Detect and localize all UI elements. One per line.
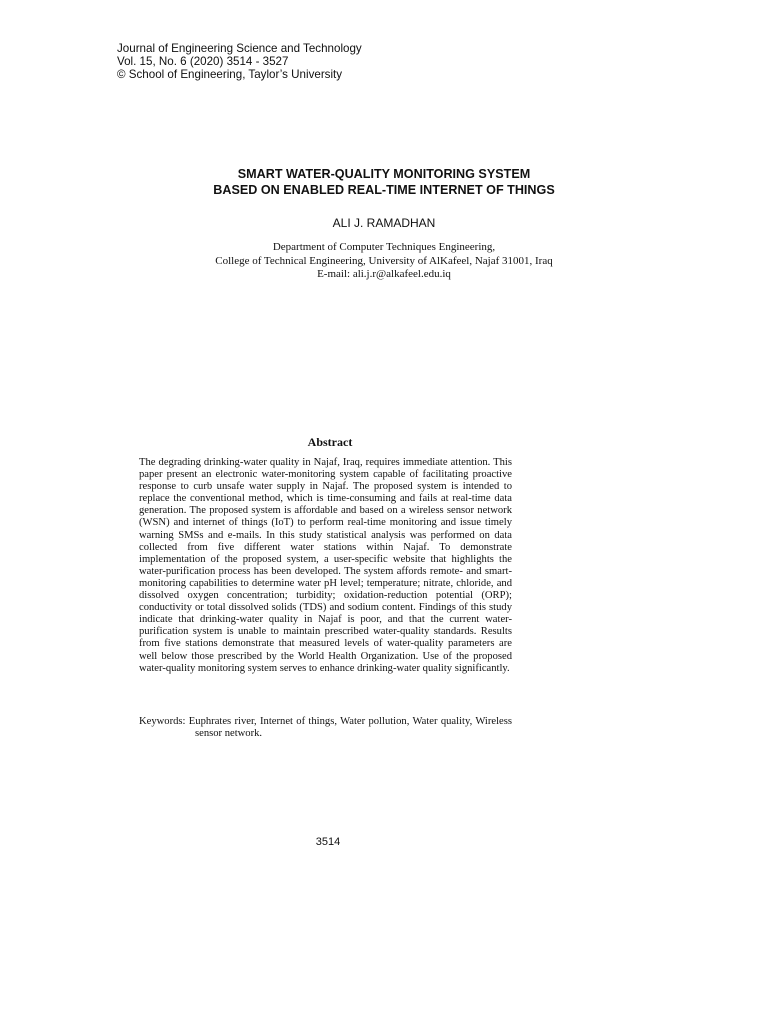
paper-title [0, 166, 768, 198]
abstract-heading: Abstract [307, 435, 353, 449]
keywords: Keywords: Euphrates river, Internet of things, Water pollution, Water quality, Wireless sensor network. [139, 716, 512, 740]
affiliation-email: E-mail: ali.j.r@alkafeel.edu.iq [317, 268, 451, 280]
affiliation-college: College of Technical Engineering, University of AlKafeel, Najaf 31001, Iraq [215, 254, 553, 267]
journal-volume: Vol. 15, No. 6 (2020) 3514 - 3527 [117, 55, 289, 69]
journal-header [117, 42, 362, 82]
affiliation-department: Department of Computer Techniques Engineering, [272, 241, 496, 253]
author-affiliation [0, 241, 768, 282]
author-name: ALI J. RAMADHAN [332, 216, 436, 230]
journal-name: Journal of Engineering Science and Technology [117, 42, 362, 55]
page-number: 3514 [315, 836, 341, 848]
journal-copyright: © School of Engineering, Taylor’s University [117, 68, 343, 82]
paper-title-line-1: SMART WATER-QUALITY MONITORING SYSTEM [237, 167, 531, 181]
abstract-body: The degrading drinking-water quality in Najaf, Iraq, requires immediate attention. This paper present an electronic water-monitoring system capable of facilitating proactive response to curb unsafe water supply in Najaf. The proposed system is intended to replace the conventional method, which is time-consuming and fails at real-time data generation. The proposed system is affordable and based on a wireless sensor network (WSN) and internet of things (IoT) to perform real-time monitoring and issue timely warning SMSs and e-mails. In this study statistical analysis was performed on data collected from five different water stations within Najaf. To demonstrate implementation of the proposed system, a user-specific website that highlights the water-purification process has been developed. The system affords remote- and smart-monitoring capabilities to determine water pH level; temperature; nitrate, chloride, and dissolved oxygen concentration; turbidity; oxidation-reduction potential (ORP); conductivity or total dissolved solids (TDS) and sodium content. Findings of this study indicate that drinking-water quality in Najaf is poor, and that the current water-purification system is unable to maintain prescribed water-quality standards. Results from five stations demonstrate that measured levels of water-quality parameters are well below those prescribed by the World Health Organization. Use of the proposed water-quality monitoring system serves to enhance drinking-water quality significantly. [139, 457, 512, 674]
paper-title-line-2: BASED ON ENABLED REAL-TIME INTERNET OF THINGS [213, 183, 555, 197]
